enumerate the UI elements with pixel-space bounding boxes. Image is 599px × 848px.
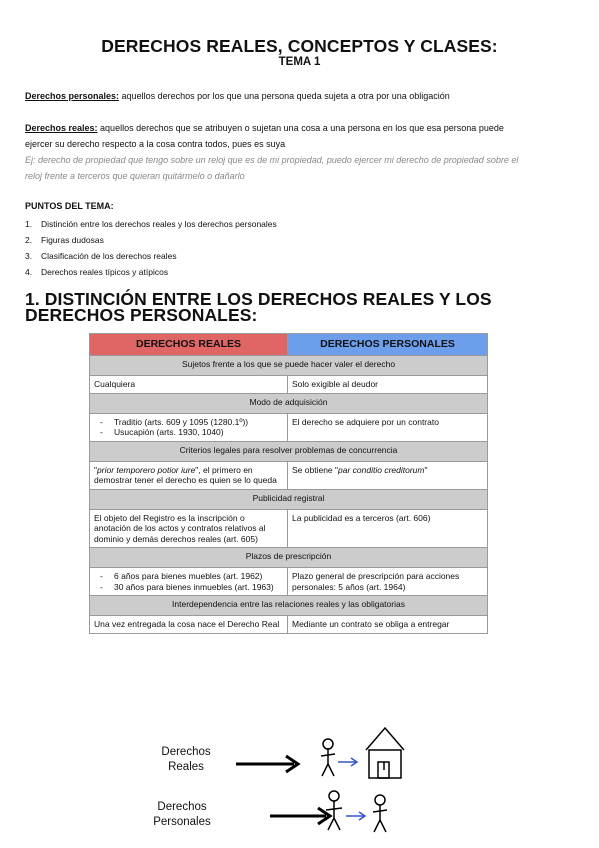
bullet-list: [94, 571, 283, 592]
section-label: Interdependencia entre las relaciones reales y las obligatorias: [90, 596, 488, 616]
small-arrow-icon: [346, 812, 365, 820]
list-item: - 6 años para bienes muebles (art. 1962): [94, 571, 283, 582]
list-item: [25, 248, 277, 264]
list-text: Derechos reales típicos y atípicos: [41, 267, 169, 277]
diagram-label-personales: [142, 800, 222, 830]
definition-text: aquellos derechos que se atribuyen o sujetan una cosa a una persona en los que esa persona puede: [97, 123, 504, 133]
latin-maxim: prior temporero potior iure: [97, 464, 196, 475]
list-item: [25, 232, 277, 248]
bullet-list: [94, 417, 283, 438]
section-label: Sujetos frente a los que se puede hacer valer el derecho: [90, 356, 488, 376]
cell-personales: El derecho se adquiere por un contrato: [288, 413, 488, 441]
label-line: Derechos: [161, 746, 211, 758]
list-number: 1.: [25, 219, 33, 229]
person-icon: [373, 795, 387, 832]
list-item: [25, 216, 277, 232]
cell-personales: Plazo general de prescripción para acciones personales: 5 años (art. 1964): [288, 568, 488, 596]
definition-reales: [25, 120, 577, 152]
example-line: reloj frente a terceros que quieran quitármelo o dañarlo: [25, 171, 245, 181]
section-heading: 1. DISTINCIÓN ENTRE LOS DERECHOS REALES Y LOS DERECHOS PERSONALES:: [25, 289, 492, 325]
diagram-label-reales: [146, 745, 226, 775]
definition-term: Derechos reales:: [25, 123, 98, 133]
definition-text: ejercer su derecho respecto a la cosa contra todos, pues es suya: [25, 139, 286, 149]
latin-maxim: par conditio creditorum: [338, 464, 425, 475]
points-title: PUNTOS DEL TEMA:: [25, 201, 114, 211]
diagram-reales: [230, 720, 430, 790]
cell-reales: Una vez entregada la cosa nace el Derecho Real: [90, 616, 288, 634]
list-item: - 30 años para bienes inmuebles (art. 1963): [94, 582, 283, 593]
cell-personales: Mediante un contrato se obliga a entregar: [288, 616, 488, 634]
comparison-table: [89, 333, 488, 634]
person-icon: [326, 791, 342, 830]
list-item: [25, 264, 277, 280]
cell-personales: Solo exigible al deudor: [288, 376, 488, 394]
list-text: Figuras dudosas: [41, 235, 104, 245]
definition-text: aquellos derechos por los que una persona queda sujeta a otra por una obligación: [119, 91, 450, 101]
points-list: [25, 216, 277, 280]
document-subtitle: TEMA 1: [278, 56, 321, 68]
list-number: 4.: [25, 267, 33, 277]
section-label: Modo de adquisición: [90, 393, 488, 413]
label-line: Derechos: [157, 801, 207, 813]
cell-reales: El objeto del Registro es la inscripción o anotación de los actos y contratos relativos al dominio y demás derechos reales (art. 605): [90, 509, 288, 548]
table-section-row: [90, 548, 488, 568]
cell-reales: [90, 568, 288, 596]
person-icon: [321, 739, 335, 776]
table-section-row: [90, 596, 488, 616]
table-row: [90, 376, 488, 394]
label-line: Reales: [168, 761, 204, 773]
definition-personales: [25, 88, 577, 104]
list-item: - Traditio (arts. 609 y 1095 (1280.1º)): [94, 417, 283, 428]
table-section-row: [90, 489, 488, 509]
cell-reales: [90, 413, 288, 441]
quote-mark: ": [94, 464, 98, 475]
house-icon: [366, 728, 404, 778]
cell-text: ": [424, 464, 428, 475]
column-header-personales: DERECHOS PERSONALES: [288, 334, 488, 356]
section-label: Plazos de prescripción: [90, 548, 488, 568]
list-number: 2.: [25, 235, 33, 245]
table-header-row: [90, 334, 488, 356]
small-arrow-icon: [338, 758, 357, 766]
table-row: [90, 568, 488, 596]
cell-text: Se obtiene ": [292, 464, 339, 475]
column-header-reales: DERECHOS REALES: [90, 334, 288, 356]
cell-reales: Cualquiera: [90, 376, 288, 394]
definition-term: Derechos personales:: [25, 91, 120, 101]
table-row: [90, 616, 488, 634]
arrow-icon: [270, 808, 330, 824]
cell-text: ", el primero en demostrar tener el derecho es quien se lo queda: [94, 464, 277, 485]
table-row: [90, 413, 488, 441]
table-row: [90, 509, 488, 548]
list-number: 3.: [25, 251, 33, 261]
section-label: Criterios legales para resolver problemas de concurrencia: [90, 441, 488, 461]
cell-personales: [288, 461, 488, 489]
section-label: Publicidad registral: [90, 489, 488, 509]
label-line: Personales: [153, 816, 211, 828]
arrow-icon: [236, 756, 298, 772]
example-line: Ej: derecho de propiedad que tengo sobre un reloj que es de mi propiedad, puedo ejercer mi derecho de propiedad sobre el: [25, 155, 519, 165]
cell-reales: [90, 461, 288, 489]
example-text: [25, 152, 581, 184]
list-item: - Usucapión (arts. 1930, 1040): [94, 427, 283, 438]
cell-personales: La publicidad es a terceros (art. 606): [288, 509, 488, 548]
table-section-row: [90, 356, 488, 376]
document-title: DERECHOS REALES, CONCEPTOS Y CLASES:: [101, 36, 498, 56]
diagram-personales: [230, 784, 430, 840]
table-row: [90, 461, 488, 489]
list-text: Distinción entre los derechos reales y los derechos personales: [41, 219, 277, 229]
table-section-row: [90, 393, 488, 413]
list-text: Clasificación de los derechos reales: [41, 251, 177, 261]
table-section-row: [90, 441, 488, 461]
